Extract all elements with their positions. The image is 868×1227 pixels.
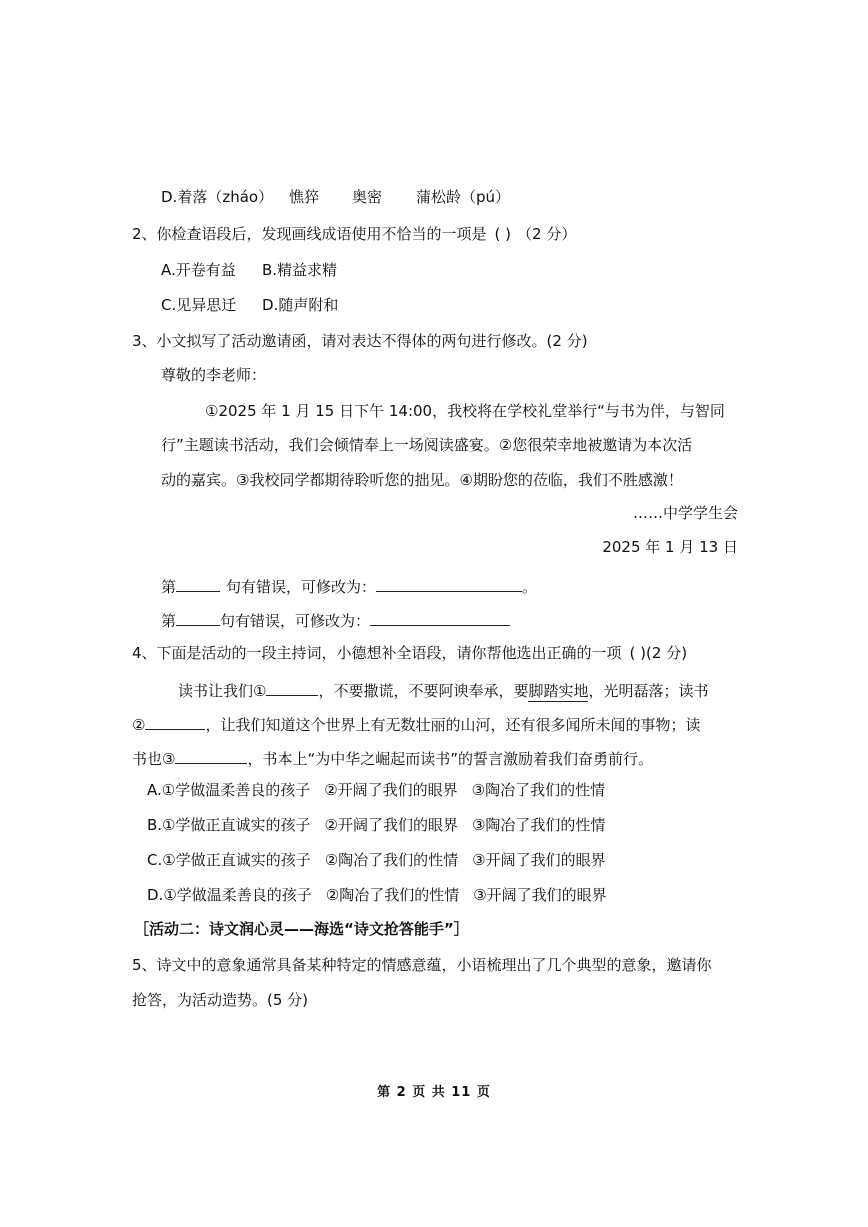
q4-blank-1[interactable] [266,679,318,696]
q4-option-d: D.①学做温柔善良的孩子 ②陶冶了我们的性情 ③开阔了我们的眼界 [147,886,607,904]
q5-stem-line-2: 抢答，为活动造势。(5 分) [132,991,309,1009]
q2-option-d: D.随声附和 [262,296,339,314]
q4-blank-3[interactable] [175,747,247,764]
q3-answer-1-revision-blank[interactable] [376,575,522,592]
q4-underlined-idiom: 脚踏实地 [528,682,589,700]
q4-passage-line-1: 读书让我们① ，不要撒谎，不要阿谀奉承，要脚踏实地，光明磊落；读书 [178,679,709,701]
page-number-footer: 第 2 页 共 11 页 [377,1085,491,1100]
q3-signature: ……中学学生会 [632,504,738,522]
q4-passage-line-2: ② ，让我们知道这个世界上有无数壮丽的山河，还有很多闻所未闻的事物；读 [132,713,700,735]
q5-stem-line-1: 5、诗文中的意象通常具备某种特定的情感意蕴，小语梳理出了几个典型的意象，邀请你 [132,956,712,974]
q3-answer-1-sentence-blank[interactable] [176,575,220,592]
q4-option-b: B.①学做正直诚实的孩子 ②开阔了我们的眼界 ③陶冶了我们的性情 [147,816,606,834]
q4-passage-line-3: 书也③ ，书本上“为中华之崛起而读书”的誓言激励着我们奋勇前行。 [132,747,653,769]
q2-option-c: C.见异思迁 [161,296,237,314]
q4-blank-2[interactable] [145,713,205,730]
q3-date: 2025 年 1 月 13 日 [602,538,738,556]
q1-word-3: 奥密 [352,188,383,206]
q3-stem: 3、小文拟写了活动邀请函，请对表达不得体的两句进行修改。(2 分) [132,332,588,350]
q2-option-a: A.开卷有益 [161,261,236,279]
q3-answer-line-2: 第 句有错误，可修改为： [161,609,510,631]
q3-answer-line-1: 第 句有错误，可修改为： 。 [161,575,537,597]
q4-paren: ( ) [629,644,647,662]
q1-word-4: 蒲松龄（pú） [416,188,511,206]
q4-option-c: C.①学做正直诚实的孩子 ②陶冶了我们的性情 ③开阔了我们的眼界 [147,851,606,869]
q1-word-2: 憔猝 [289,188,320,206]
q4-stem: 4、下面是活动的一段主持词，小德想补全语段，请你帮他选出正确的一项 [132,644,622,662]
q2-option-b: B.精益求精 [262,261,338,279]
q3-letter-line-3: 动的嘉宾。③我校同学都期待聆听您的拙见。④期盼您的莅临，我们不胜感激！ [161,471,683,489]
q4-stem-line [132,643,687,663]
q2-paren: ( ) [494,225,512,243]
q3-letter-line-2: 行”主题读书活动，我们会倾情奉上一场阅读盛宴。②您很荣幸地被邀请为本次活 [161,436,693,454]
q4-option-a: A.①学做温柔善良的孩子 ②开阔了我们的眼界 ③陶冶了我们的性情 [147,781,606,799]
q2-score: （2 分） [517,225,577,243]
q2-stem: 2、你检查语段后，发现画线成语使用不恰当的一项是 [132,225,487,243]
q2-stem-line [132,224,576,244]
q1-option-d-label: D.着落（zháo） [161,188,274,206]
q3-letter-line-1: ①2025 年 1 月 15 日下午 14:00，我校将在学校礼堂举行“与书为伴，与智同 [205,402,725,420]
activity-2-heading: ［活动二：诗文润心灵——海选“诗文抢答能手”］ [134,920,469,938]
q4-score: (2 分) [646,644,688,662]
q3-answer-2-sentence-blank[interactable] [176,609,220,626]
q3-answer-2-revision-blank[interactable] [370,609,510,626]
q3-salutation: 尊敬的李老师： [161,366,267,384]
q1-option-d [161,187,273,207]
